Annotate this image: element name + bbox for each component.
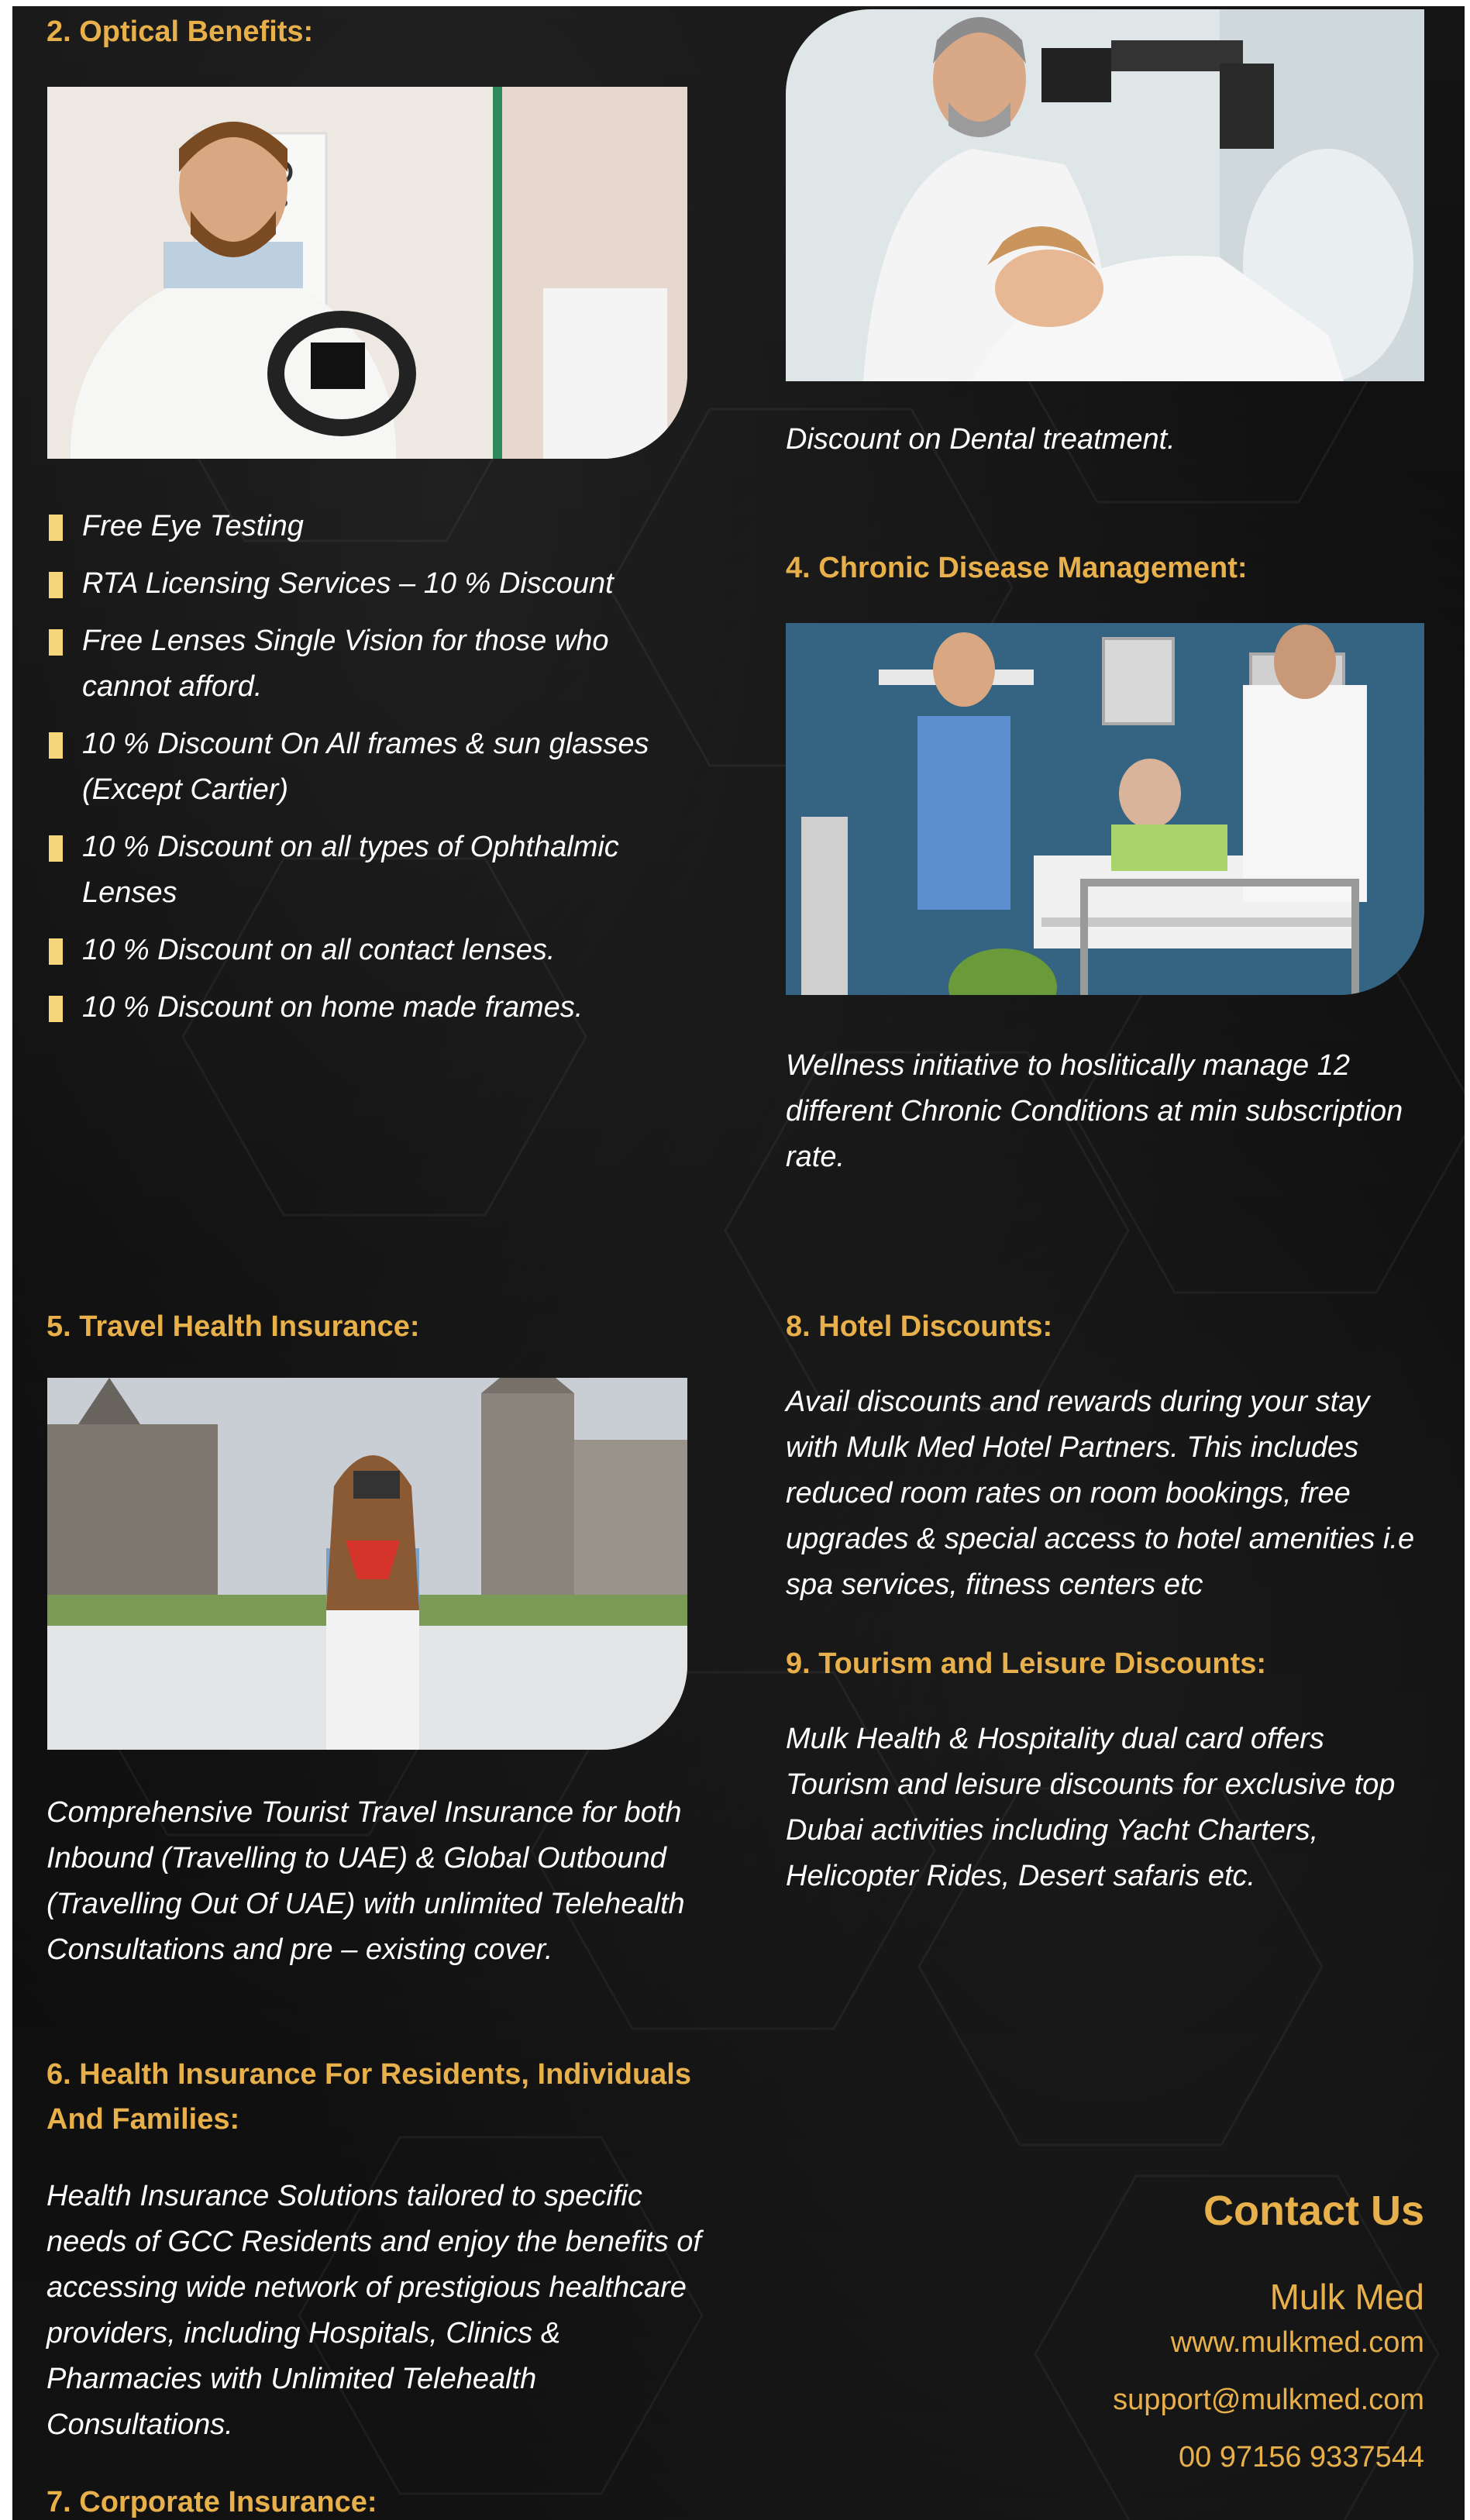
bullet-marker <box>49 629 63 656</box>
optometrist-photo <box>47 87 687 459</box>
list-item: 10 % Discount on all types of Ophthalmic Lenses <box>46 825 705 916</box>
list-item: 10 % Discount On All frames & sun glasses (Except Cartier) <box>46 721 705 813</box>
travel-text: Comprehensive Tourist Travel Insurance for both Inbound (Travelling to UAE) & Global Outbound (Travelling Out Of UAE) with unlimited Telehealth Consultations and pre – existing cover. <box>46 1796 685 1966</box>
corporate-heading: 7. Corporate Insurance: <box>46 2486 377 2518</box>
company-name: Mulk Med <box>1269 2277 1424 2317</box>
dental-text: Discount on Dental treatment. <box>786 423 1176 456</box>
contact-title: Contact Us <box>1203 2188 1424 2234</box>
optical-section <box>46 9 697 54</box>
hospital-care-photo <box>786 623 1424 995</box>
list-item: Free Lenses Single Vision for those who cannot afford. <box>46 618 705 710</box>
residents-heading: 6. Health Insurance For Residents, Individuals And Families: <box>46 2058 691 2136</box>
phone-number[interactable]: 00 97156 9337544 <box>1179 2441 1424 2474</box>
website-link[interactable]: www.mulkmed.com <box>1170 2326 1424 2359</box>
brochure-page <box>12 6 1465 2520</box>
bullet-marker <box>49 515 63 541</box>
list-item: 10 % Discount on home made frames. <box>46 985 705 1031</box>
chronic-text: Wellness initiative to hoslitically manage 12 different Chronic Conditions at min subscription rate. <box>786 1049 1403 1173</box>
hotel-text: Avail discounts and rewards during your stay with Mulk Med Hotel Partners. This includes reduced room rates on room bookings, free upgrades & special access to hotel amenities i.e spa services, fitness centers etc <box>786 1386 1415 1601</box>
hotel-heading: 8. Hotel Discounts: <box>786 1310 1053 1343</box>
list-item: RTA Licensing Services – 10 % Discount <box>46 561 705 607</box>
dentist-photo <box>786 9 1424 381</box>
tourism-text: Mulk Health & Hospitality dual card offers Tourism and leisure discounts for exclusive top Dubai activities including Yacht Charters, Helicopter Rides, Desert safaris etc. <box>786 1723 1396 1892</box>
bullet-marker <box>49 572 63 598</box>
email-link[interactable]: support@mulkmed.com <box>1113 2384 1424 2416</box>
optical-benefits-list <box>46 504 705 1042</box>
contact-block <box>942 2184 1424 2477</box>
optical-heading: 2. Optical Benefits: <box>46 15 314 48</box>
bullet-marker <box>49 938 63 965</box>
list-item: 10 % Discount on all contact lenses. <box>46 928 705 973</box>
bullet-marker <box>49 835 63 862</box>
travel-heading: 5. Travel Health Insurance: <box>46 1310 420 1343</box>
bullet-marker <box>49 732 63 759</box>
bullet-marker <box>49 996 63 1022</box>
list-item: Free Eye Testing <box>46 504 705 549</box>
chronic-heading: 4. Chronic Disease Management: <box>786 552 1248 584</box>
tourist-photo <box>47 1378 687 1750</box>
residents-text: Health Insurance Solutions tailored to specific needs of GCC Residents and enjoy the benefits of accessing wide network of prestigious healthcare providers, including Hospitals, Clinics & Pharmacies with Unlimited Telehealth Consultations. <box>46 2180 701 2441</box>
tourism-heading: 9. Tourism and Leisure Discounts: <box>786 1647 1267 1680</box>
